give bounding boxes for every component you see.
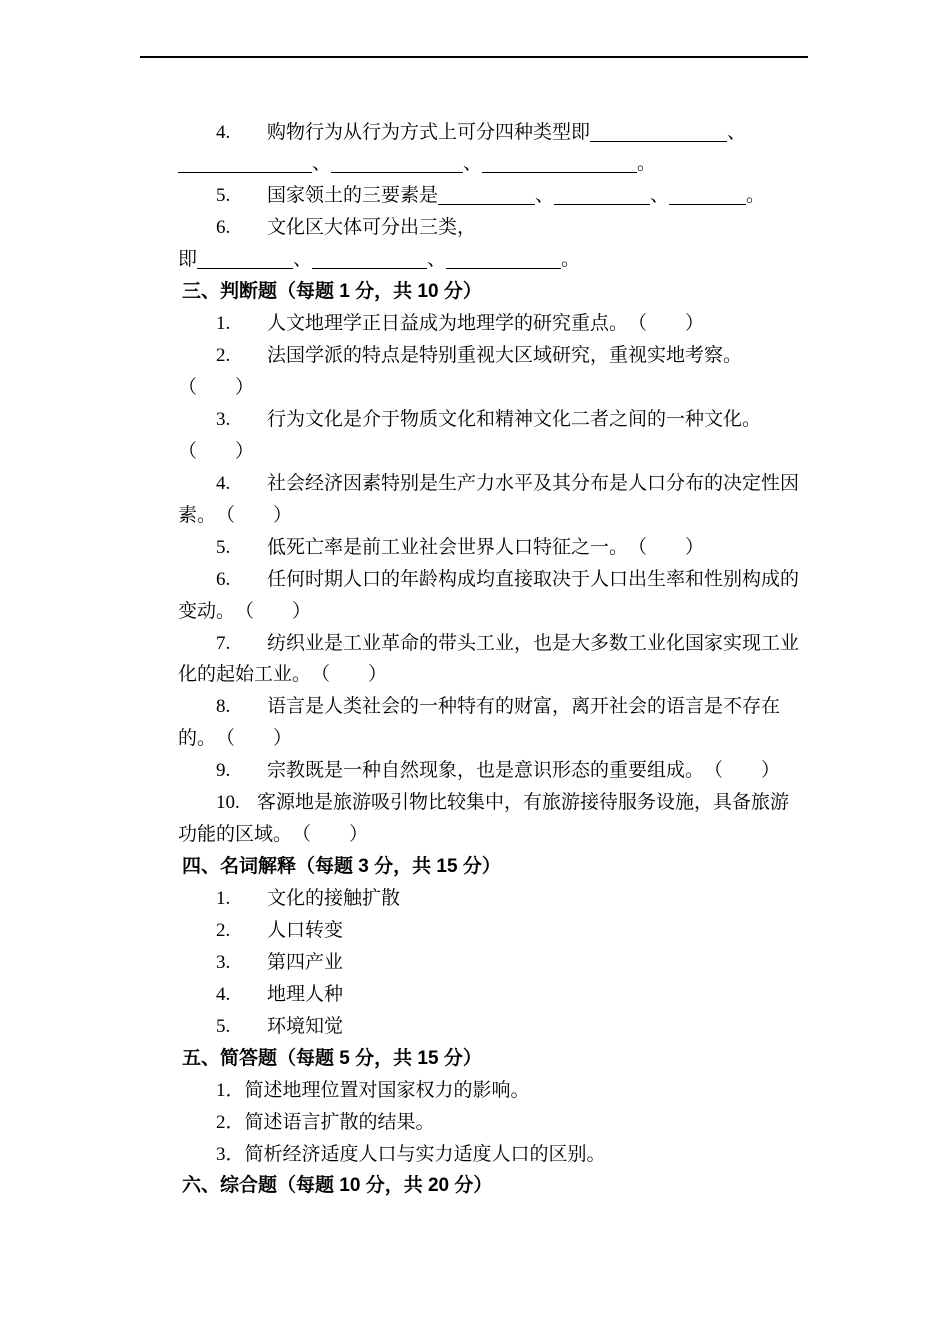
question-text: 语言是人类社会的一种特有的财富，离开社会的语言是不存在	[267, 696, 781, 718]
tf-question-5	[178, 532, 828, 564]
tf-question-6-continuation	[178, 596, 828, 628]
question-text: 变动。（ ）	[178, 600, 312, 622]
question-number: 5.	[216, 185, 231, 207]
question-text: 功能的区域。（ ）	[178, 824, 369, 846]
section-title: 三、判断题（每题 1 分，共 10 分）	[182, 281, 482, 303]
answer-blank	[554, 180, 650, 205]
question-text: 文化区大体可分出三类，	[267, 217, 477, 239]
section-title: 五、简答题（每题 5 分，共 15 分）	[182, 1047, 482, 1069]
question-number: 1．	[216, 1079, 245, 1101]
term-item-2	[178, 915, 828, 947]
question-number: 6.	[216, 217, 231, 239]
answer-blank	[197, 244, 293, 269]
question-text: 宗教既是一种自然现象，也是意识形态的重要组成。（ ）	[267, 760, 781, 782]
question-number: 4.	[216, 121, 231, 143]
tf-question-6	[178, 564, 828, 596]
question-text: 购物行为从行为方式上可分四种类型即	[267, 121, 591, 143]
question-number: 5.	[216, 1015, 231, 1037]
answer-blank	[590, 117, 727, 142]
short-answer-question-2	[178, 1107, 828, 1139]
answer-blank	[438, 180, 535, 205]
fill-question-6	[178, 212, 828, 244]
question-text: 社会经济因素特别是生产力水平及其分布是人口分布的决定性因	[267, 472, 800, 494]
tf-question-10-continuation	[178, 819, 828, 851]
term-text: 地理人种	[267, 983, 344, 1005]
question-text: 客源地是旅游吸引物比较集中，有旅游接待服务设施，具备旅游	[257, 792, 790, 814]
question-number: 2.	[216, 919, 231, 941]
question-text: 低死亡率是前工业社会世界人口特征之一。（ ）	[267, 536, 705, 558]
question-text: 法国学派的特点是特别重视大区域研究，重视实地考察。	[267, 345, 743, 367]
tf-question-2-continuation	[178, 372, 828, 404]
header-rule	[140, 56, 808, 58]
section-title: 四、名词解释（每题 3 分，共 15 分）	[182, 856, 501, 878]
question-number: 4.	[216, 472, 231, 494]
separator: 。	[561, 249, 581, 271]
tf-question-4-continuation	[178, 500, 828, 532]
question-text: 化的起始工业。（ ）	[178, 664, 388, 686]
term-item-4	[178, 979, 828, 1011]
question-number: 6.	[216, 568, 231, 590]
answer-blank	[331, 148, 463, 173]
question-number: 2．	[216, 1111, 245, 1133]
tf-question-1	[178, 308, 828, 340]
fill-question-4	[178, 117, 828, 149]
separator: 、	[427, 249, 447, 271]
question-text: 行为文化是介于物质文化和精神文化二者之间的一种文化。	[267, 408, 762, 430]
section-title: 六、综合题（每题 10 分，共 20 分）	[182, 1175, 493, 1197]
term-item-3	[178, 947, 828, 979]
fill-question-4-continuation	[178, 148, 828, 180]
short-answer-question-3	[178, 1139, 828, 1171]
question-text: 即	[178, 249, 198, 271]
tf-question-7	[178, 628, 828, 660]
answer-bracket: （ ）	[178, 440, 255, 462]
exam-content	[178, 117, 828, 1203]
answer-blank	[312, 244, 427, 269]
term-item-5	[178, 1011, 828, 1043]
separator: 、	[727, 121, 747, 143]
term-text: 人口转变	[267, 919, 344, 941]
question-text: 的。（ ）	[178, 728, 293, 750]
tf-question-3-continuation	[178, 436, 828, 468]
question-number: 3.	[216, 951, 231, 973]
question-number: 5.	[216, 536, 231, 558]
answer-bracket: （ ）	[178, 377, 255, 398]
tf-question-7-continuation	[178, 659, 828, 691]
tf-question-9	[178, 755, 828, 787]
question-text: 纺织业是工业革命的带头工业，也是大多数工业化国家实现工业	[267, 632, 800, 654]
section-heading-terms	[178, 851, 828, 883]
question-number: 3．	[216, 1143, 245, 1165]
section-heading-true-false	[178, 276, 828, 308]
question-text: 素。（ ）	[178, 504, 293, 526]
term-item-1	[178, 883, 828, 915]
answer-blank	[178, 148, 312, 173]
tf-question-3	[178, 404, 828, 436]
separator: 、	[293, 249, 313, 271]
question-text: 简述地理位置对国家权力的影响。	[244, 1079, 530, 1101]
tf-question-8-continuation	[178, 723, 828, 755]
answer-blank	[446, 244, 561, 269]
section-heading-comprehensive	[178, 1170, 828, 1202]
fill-question-5	[178, 180, 828, 212]
question-number: 2.	[216, 345, 231, 367]
term-text: 第四产业	[267, 951, 344, 973]
question-text: 人文地理学正日益成为地理学的研究重点。（ ）	[267, 313, 705, 335]
tf-question-10	[178, 787, 828, 819]
answer-blank	[669, 180, 746, 205]
term-text: 环境知觉	[267, 1015, 344, 1037]
section-heading-short-answer	[178, 1043, 828, 1075]
tf-question-8	[178, 691, 828, 723]
term-text: 文化的接触扩散	[267, 888, 401, 909]
question-number: 8.	[216, 696, 231, 718]
question-number: 9.	[216, 760, 231, 782]
question-number: 1.	[216, 888, 231, 909]
question-text: 国家领土的三要素是	[267, 185, 439, 207]
short-answer-question-1	[178, 1075, 828, 1107]
question-number: 7.	[216, 632, 231, 654]
question-text: 简述语言扩散的结果。	[244, 1111, 435, 1133]
separator: 、	[463, 153, 483, 175]
separator: 。	[746, 185, 766, 207]
answer-blank	[482, 148, 637, 173]
separator: 、	[650, 185, 670, 207]
question-number: 3.	[216, 408, 231, 430]
separator: 。	[637, 153, 657, 175]
fill-question-6-continuation	[178, 244, 828, 276]
question-text: 任何时期人口的年龄构成均直接取决于人口出生率和性别构成的	[267, 568, 800, 590]
question-number: 1.	[216, 313, 231, 335]
question-text: 简析经济适度人口与实力适度人口的区别。	[244, 1143, 606, 1165]
question-number: 10.	[216, 792, 240, 814]
tf-question-2	[178, 340, 828, 372]
tf-question-4	[178, 468, 828, 500]
separator: 、	[535, 185, 555, 207]
separator: 、	[312, 153, 332, 175]
question-number: 4.	[216, 983, 231, 1005]
